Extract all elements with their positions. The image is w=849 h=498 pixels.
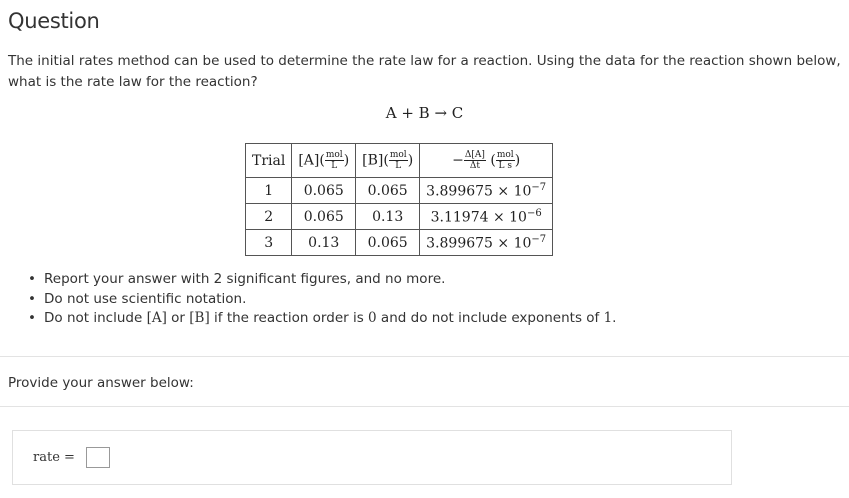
rate-unit-denominator: L s (498, 161, 512, 171)
header-trial: Trial (246, 144, 292, 178)
header-a-prefix: [A]( (298, 152, 325, 169)
provide-answer-label: Provide your answer below: (8, 375, 194, 391)
rate-label: rate = (33, 450, 75, 465)
unit-fraction (389, 150, 408, 171)
header-rate: − $\frac{\Delta[A]}{\Delta t}$ ( $\frac{\text{mol}}{\text{L s}}$ ) (420, 144, 553, 178)
instruction-text: Report your answer with 2 significant figures, and no more. (44, 271, 446, 287)
rate-numerator: Δ[A] (464, 150, 485, 160)
section-divider (0, 356, 849, 357)
rate-fraction (464, 150, 486, 171)
cell-b: 0.13 (356, 204, 420, 230)
unit-fraction (325, 150, 344, 171)
paren-close: ) (407, 152, 414, 169)
cell-trial: 1 (246, 178, 292, 204)
unit-denominator: L (395, 161, 402, 171)
header-b-concentration (356, 144, 420, 178)
cell-a: 0.13 (292, 230, 356, 256)
rate-mantissa: 3.11974 × 10 (430, 209, 527, 226)
exponent-one: 1 (603, 310, 613, 326)
unit-numerator: mol (389, 150, 407, 160)
cell-rate (420, 230, 553, 256)
instruction-text: or (166, 310, 190, 326)
instruction-text: if the reaction order is (209, 310, 369, 326)
order-zero: 0 (368, 310, 377, 326)
instruction-item (24, 309, 616, 329)
cell-rate (420, 204, 553, 230)
bullet-icon: • (28, 271, 36, 287)
rate-answer-input[interactable] (86, 447, 110, 468)
table-row (246, 230, 553, 256)
cell-a: 0.065 (292, 178, 356, 204)
cell-trial: 3 (246, 230, 292, 256)
initial-rates-table (245, 143, 553, 256)
header-a-concentration (292, 144, 356, 178)
table-header-row (246, 144, 553, 178)
question-prompt: The initial rates method can be used to determine the rate law for a reaction. Using the data for the reaction shown below, what is the rate law for the reaction? (8, 53, 841, 90)
rate-mantissa: 3.899675 × 10 (426, 235, 532, 252)
header-b-prefix: [B]( (362, 152, 389, 169)
bullet-icon: • (28, 310, 36, 326)
cell-rate (420, 178, 553, 204)
cell-trial: 2 (246, 204, 292, 230)
rate-exponent: −7 (531, 233, 547, 245)
rate-denominator: Δt (469, 161, 480, 171)
instruction-text: . (612, 310, 617, 326)
cell-a: 0.065 (292, 204, 356, 230)
question-title: Question (8, 9, 100, 33)
rate-exponent: −6 (526, 207, 542, 219)
instruction-text: Do not use scientific notation. (44, 290, 247, 307)
instruction-item (24, 290, 616, 310)
rate-mantissa: 3.899675 × 10 (426, 183, 532, 200)
answer-panel (12, 430, 732, 485)
bullet-icon: • (28, 290, 36, 307)
cell-b: 0.065 (356, 230, 420, 256)
reaction-equation: A + B → C (385, 104, 464, 122)
species-b: [B] (189, 310, 210, 326)
cell-b: 0.065 (356, 178, 420, 204)
rate-minus: − (452, 152, 464, 169)
species-a: [A] (146, 310, 167, 326)
table-row (246, 178, 553, 204)
paren-close: ) (514, 152, 521, 169)
section-divider (0, 406, 849, 407)
table-row (246, 204, 553, 230)
rate-exponent: −7 (531, 181, 547, 193)
instruction-text: and do not include exponents of (376, 310, 604, 326)
unit-numerator: mol (325, 150, 343, 160)
rate-unit-numerator: mol (496, 150, 514, 160)
unit-denominator: L (331, 161, 338, 171)
rate-unit-fraction (496, 150, 515, 171)
instruction-item (24, 270, 616, 290)
paren-close: ) (343, 152, 350, 169)
instruction-text: Do not include (44, 310, 147, 326)
instructions-list (24, 270, 616, 329)
